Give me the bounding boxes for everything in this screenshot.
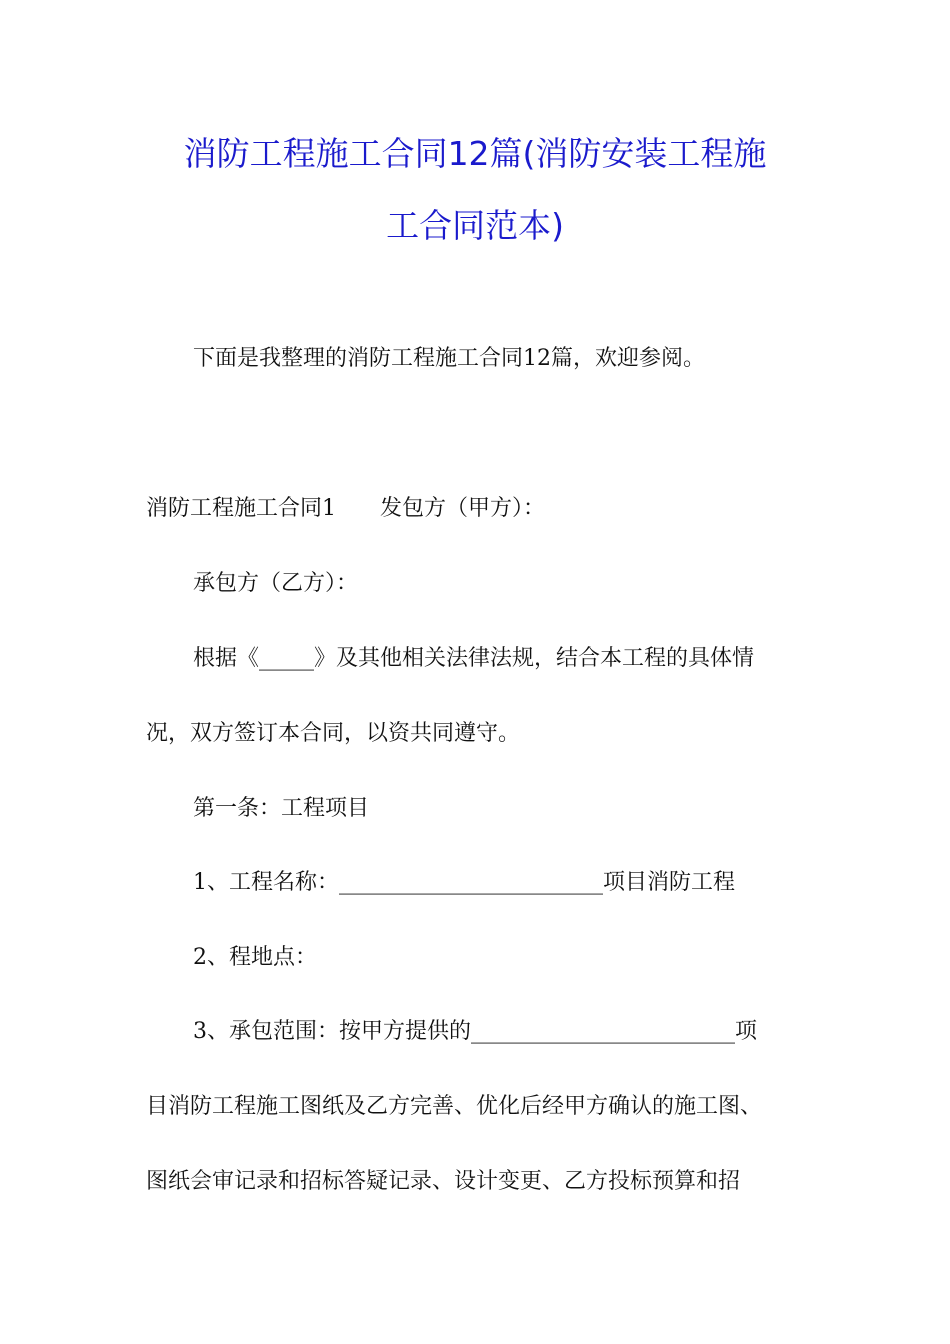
contract-heading-line: 消防工程施工合同1 发包方（甲方）： [146, 496, 545, 521]
body-text-line: 况，双方签订本合同，以资共同遵守。 [146, 721, 521, 746]
list-item: 3、承包范围：按甲方提供的________________________项 [193, 1019, 757, 1044]
body-text-line: 目消防工程施工图纸及乙方完善、优化后经甲方确认的施工图、 [146, 1094, 763, 1119]
list-item: 2、程地点： [193, 945, 317, 970]
document-title-line-1: 消防工程施工合同12篇(消防安装工程施 [183, 134, 767, 173]
body-text-line: 图纸会审记录和招标答疑记录、设计变更、乙方投标预算和招 [146, 1169, 741, 1194]
article-heading: 第一条：工程项目 [193, 796, 370, 821]
body-text-line: 根据《_____》及其他相关法律法规，结合本工程的具体情 [193, 646, 755, 671]
intro-paragraph: 下面是我整理的消防工程施工合同12篇，欢迎参阅。 [193, 346, 705, 371]
list-item: 1、工程名称：________________________项目消防工程 [193, 870, 735, 895]
document-title-line-2: 工合同范本) [386, 206, 564, 245]
contractor-line: 承包方（乙方）： [193, 571, 359, 596]
